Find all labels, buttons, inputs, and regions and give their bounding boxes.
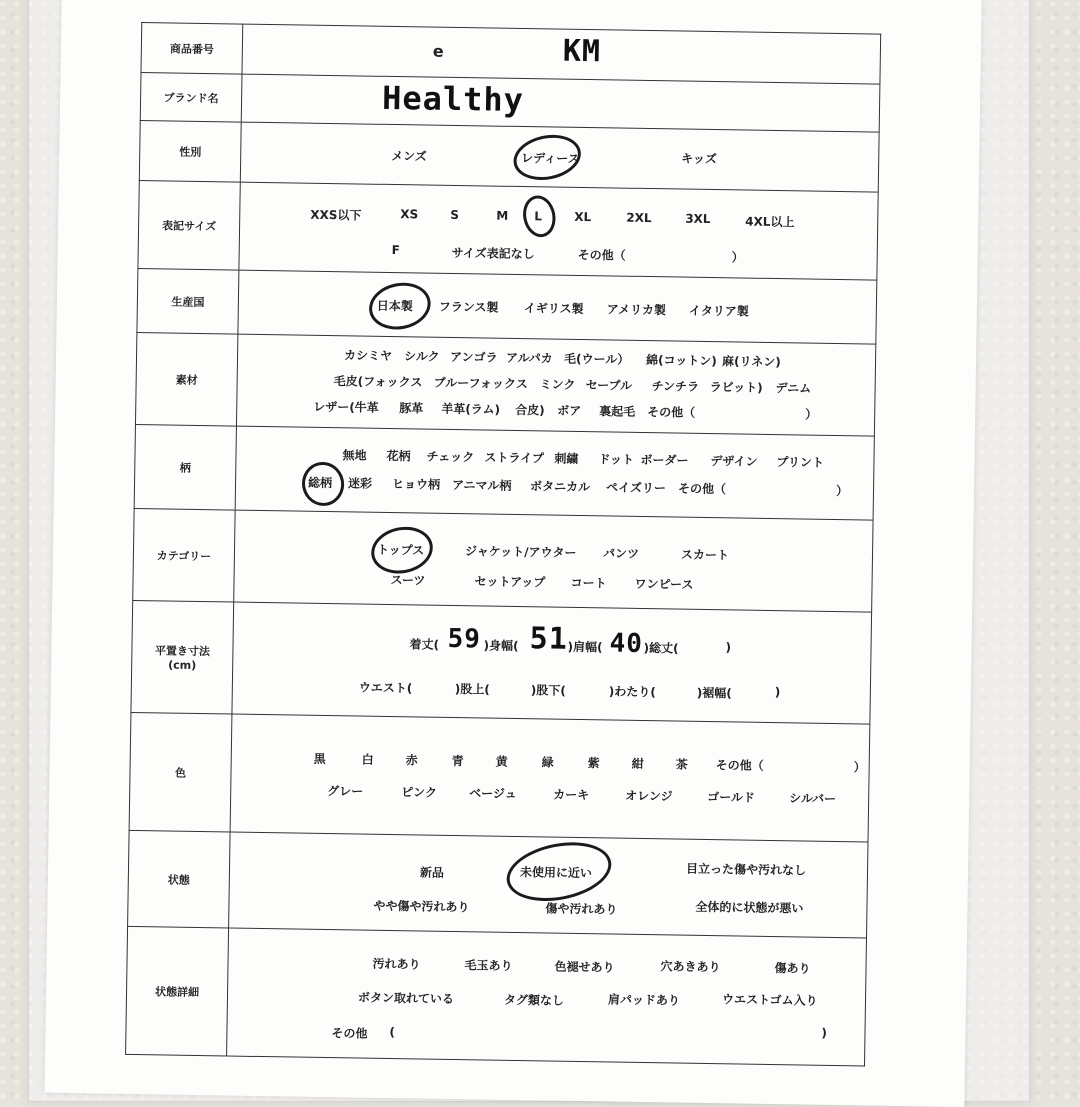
paper-sheet (44, 0, 981, 1107)
gender-option-mens: メンズ (391, 148, 427, 164)
category-option: コート (570, 575, 607, 591)
pattern-other-close: ） (835, 483, 849, 499)
inseam-label: )股下( (530, 683, 566, 698)
detail-option: 穴あきあり (660, 959, 721, 975)
size-option: XXS以下 (310, 207, 362, 223)
row-size (138, 181, 878, 281)
color-option: シルバー (789, 791, 837, 807)
size-other-close: ） (731, 250, 744, 265)
detail-option: ボタン取れている (357, 990, 455, 1007)
label-condition-detail: 状態詳細 (126, 926, 229, 1056)
measurements-field (232, 602, 872, 724)
size-option: XS (400, 207, 419, 222)
detail-option: 肩パッドあり (607, 992, 681, 1008)
size-option: サイズ表記なし (451, 245, 535, 262)
material-option: 豚革 (399, 401, 424, 416)
condition-option: 全体的に状態が悪い (695, 899, 804, 916)
material-option: デニム (775, 381, 812, 396)
country-option: フランス製 (438, 299, 499, 315)
rise-label: )股上( (454, 682, 490, 697)
color-option: 緑 (541, 755, 554, 770)
material-option: 合皮) (515, 402, 545, 418)
pattern-option-sogara: 総柄 (307, 475, 333, 491)
material-option: 綿(コットン) (645, 352, 717, 369)
label-pattern: 柄 (134, 424, 236, 510)
color-option: グレー (327, 784, 364, 799)
pattern-option: 迷彩 (347, 476, 373, 491)
total-length-close: ) (725, 640, 732, 655)
gender-field (240, 122, 879, 192)
selection-circle-japan (365, 278, 435, 335)
gender-option-ladies: レディース (521, 151, 580, 166)
gender-option-kids: キッズ (681, 151, 718, 167)
country-field (238, 270, 877, 344)
color-option: ゴールド (707, 790, 756, 805)
material-option: シルク (403, 349, 440, 364)
label-category: カテゴリー (133, 508, 235, 602)
material-option: チンチラ (651, 379, 700, 394)
label-size: 表記サイズ (138, 181, 240, 271)
material-other-close: ） (805, 407, 818, 422)
shoulder-value: 40 (609, 628, 644, 659)
color-option: 黒 (313, 751, 326, 767)
label-gender: 性別 (139, 121, 241, 183)
pattern-option: 花柄 (386, 448, 411, 464)
selection-circle-ladies (510, 129, 585, 185)
item-number-printed: e (432, 41, 444, 61)
material-other-open: その他（ (647, 405, 696, 420)
color-option: 青 (451, 753, 464, 769)
pattern-option: ヒョウ柄 (391, 477, 441, 492)
detail-option: 色褪せあり (554, 959, 615, 975)
color-option: ピンク (401, 785, 438, 800)
item-number-handwritten: KM (562, 33, 602, 70)
row-measurements (131, 600, 872, 724)
color-option: オレンジ (625, 788, 673, 804)
material-option: 毛(ウール） (563, 351, 630, 367)
row-material (135, 332, 875, 436)
color-option: 紺 (631, 756, 644, 772)
color-other-open: その他（ (715, 758, 764, 773)
size-option: 2XL (626, 210, 652, 226)
pattern-option: ボタニカル (529, 479, 591, 495)
shoulder-label: )肩幅( (567, 639, 603, 655)
chest-label: )身幅( (483, 638, 519, 654)
country-option: イギリス製 (523, 301, 584, 317)
condition-field (229, 832, 868, 938)
material-option: ボア (557, 403, 582, 418)
material-option: セーブル (585, 378, 633, 393)
pattern-option: ボーダー (640, 452, 689, 468)
condition-option: 傷や汚れあり (545, 901, 618, 917)
size-option: M (496, 208, 509, 223)
color-option: カーキ (553, 787, 590, 803)
category-option-tops: トップス (376, 542, 425, 558)
material-option: ラビット) (709, 379, 763, 395)
condition-option: 新品 (419, 865, 445, 880)
category-option: スーツ (390, 573, 426, 588)
chest-value: 51 (529, 621, 569, 657)
country-option-japan: 日本製 (376, 298, 413, 314)
brand-handwritten: Healthy (381, 78, 525, 120)
hem-label: )裾幅( (696, 685, 732, 701)
hem-close: ) (774, 685, 781, 700)
pattern-option: アニマル柄 (451, 477, 512, 493)
pattern-option: チェック (426, 449, 475, 465)
detail-option: 傷あり (774, 961, 811, 976)
length-label: 着丈( (409, 637, 440, 652)
pattern-option: ドット (598, 452, 635, 467)
size-option: 4XL以上 (745, 214, 795, 230)
pattern-option: ストライプ (484, 450, 544, 466)
material-option: 麻(リネン) (721, 354, 781, 370)
label-item-number: 商品番号 (141, 23, 243, 75)
category-option: ワンピース (634, 576, 694, 592)
row-category (133, 508, 873, 612)
color-option: 赤 (405, 753, 418, 768)
detail-option: ウエストゴム入り (721, 992, 818, 1008)
row-condition (128, 830, 868, 938)
detail-option: 毛玉あり (464, 958, 513, 973)
material-option: 毛皮(フォックス (333, 374, 423, 390)
row-condition-detail (126, 926, 867, 1066)
material-option: アルパカ (505, 350, 553, 366)
size-option: F (391, 242, 401, 258)
category-option: パンツ (602, 546, 640, 561)
color-other-close: ） (853, 760, 866, 775)
material-option: レザー(牛革 (313, 399, 379, 415)
color-option: 茶 (675, 757, 688, 772)
row-pattern (134, 424, 874, 520)
condition-option: やや傷や汚れあり (373, 898, 470, 915)
size-field (239, 182, 878, 280)
size-option-l: L (534, 209, 543, 224)
color-option: 白 (361, 752, 374, 767)
color-option: 黄 (495, 754, 508, 769)
category-option: ジャケット/アウター (464, 544, 577, 560)
size-option: XL (574, 209, 592, 225)
pattern-option: プリント (776, 455, 825, 470)
size-option: S (450, 207, 460, 223)
label-brand: ブランド名 (140, 73, 242, 123)
selection-circle-size-l (520, 193, 559, 240)
condition-option-like-new: 未使用に近い (519, 865, 593, 881)
product-form (125, 22, 881, 1066)
color-option: ベージュ (469, 786, 517, 802)
label-color: 色 (129, 712, 232, 832)
row-color (129, 712, 870, 842)
material-option: カシミヤ (343, 348, 393, 364)
condition-option: 目立った傷や汚れなし (685, 861, 807, 878)
detail-other-label: その他 (331, 1026, 368, 1041)
measurements-unit: (cm) (168, 658, 197, 672)
pattern-option: デザイン (710, 454, 758, 469)
detail-other-close: ) (821, 1025, 828, 1040)
selection-circle-sogara (298, 458, 348, 509)
size-option: 3XL (685, 211, 711, 226)
label-country: 生産国 (137, 269, 239, 335)
category-field (234, 510, 873, 612)
waist-label: ウエスト( (358, 680, 413, 696)
pattern-option: ペイズリー (605, 480, 667, 496)
color-option: 紫 (587, 756, 600, 771)
size-other-open: その他（ (577, 247, 626, 263)
material-option: ミンク (539, 377, 576, 392)
measurements-label: 平置き寸法 (154, 644, 211, 659)
country-option: イタリア製 (688, 303, 749, 319)
material-option: アンゴラ (449, 349, 498, 365)
detail-option: 汚れあり (372, 956, 421, 972)
label-measurements (131, 600, 234, 714)
row-country (137, 269, 877, 345)
country-option: アメリカ製 (606, 302, 667, 318)
selection-circle-like-new (502, 834, 617, 909)
detail-other-open: ( (389, 1025, 396, 1040)
selection-circle-tops (367, 522, 437, 579)
condition-detail-field (227, 928, 867, 1066)
material-option: 羊革(ラム) (441, 401, 501, 417)
category-option: セットアップ (474, 574, 546, 590)
material-option: 裏起毛 (599, 404, 636, 419)
color-field (230, 714, 870, 842)
material-option: ブルーフォックス (433, 375, 528, 392)
detail-option: タグ類なし (503, 992, 565, 1008)
material-field (236, 334, 875, 436)
label-condition: 状態 (128, 830, 230, 928)
pattern-option: 刺繍 (554, 451, 579, 466)
length-value: 59 (447, 623, 482, 655)
category-option: スカート (680, 547, 730, 563)
pattern-other-open: その他（ (677, 481, 727, 497)
pattern-option: 無地 (342, 448, 367, 463)
label-material: 素材 (135, 332, 237, 426)
thigh-label: )わたり( (608, 684, 656, 700)
total-length-label: )総丈( (643, 640, 679, 656)
pattern-field (235, 426, 874, 520)
